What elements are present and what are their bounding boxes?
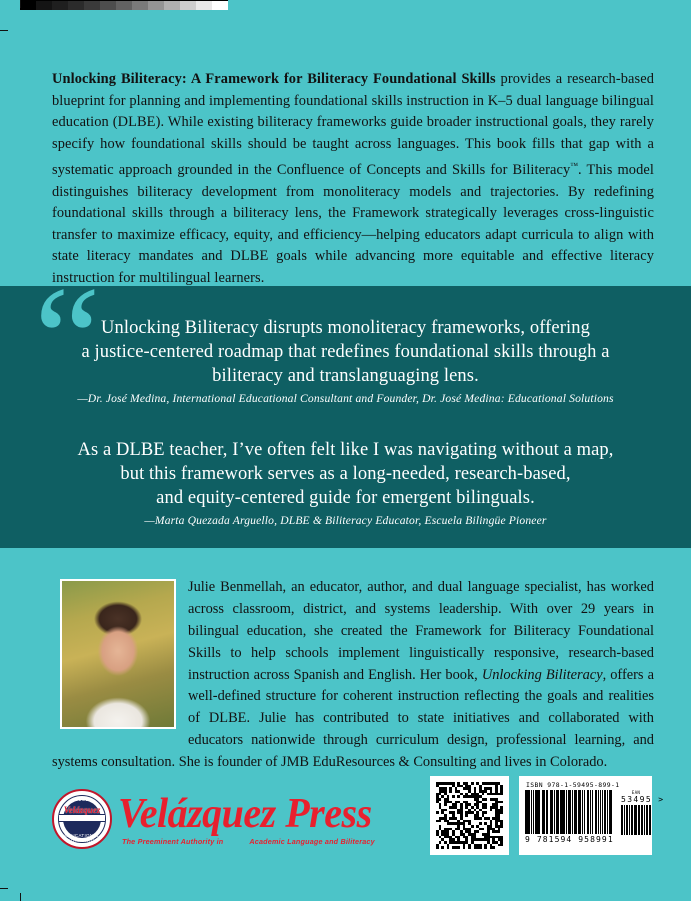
ean13-bars	[525, 790, 613, 834]
calibration-swatch-1	[36, 1, 52, 10]
calibration-swatch-10	[180, 1, 196, 10]
calibration-swatch-6	[116, 1, 132, 10]
calibration-swatch-12	[212, 1, 228, 10]
testimonial-2	[0, 438, 691, 527]
testimonial-2-line-2: but this framework serves as a long-needed, research-based,	[120, 464, 571, 484]
testimonial-2-line-3: and equity-centered guide for emergent bilinguals.	[156, 488, 535, 508]
publisher-tagline	[122, 837, 375, 846]
calibration-swatch-8	[148, 1, 164, 10]
ean13-digits: 9 781594 958991	[525, 835, 614, 844]
book-title-bold: Unlocking Biliteracy: A Framework for Biliteracy Foundational Skills	[52, 71, 496, 88]
registration-tick-left-upper	[0, 30, 8, 31]
publisher-tagline-right: Academic Language and Biliteracy	[249, 837, 375, 846]
registration-tick-top-left	[20, 0, 21, 8]
calibration-swatch-5	[100, 1, 116, 10]
book-description-part-1: provides a research-based blueprint for planning and implementing foundational skills instruction in K–5 dual language bilingual education (DLBE). While existing biliteracy frameworks guide broader instructional goals, they rarely specify how foundational skills should be taught across languages. This book fills that gap with a systematic approach grounded in the Confluence of Concepts and Skills for Biliteracy	[52, 71, 654, 179]
registration-tick-bottom-left	[20, 893, 21, 901]
open-quotation-mark-icon: “	[34, 256, 101, 422]
publisher-tagline-left: The Preeminent Authority in	[122, 837, 224, 846]
book-description-paragraph	[52, 69, 654, 289]
ean13-barcode	[525, 790, 613, 844]
seal-year-label: 1852	[74, 797, 90, 803]
testimonial-2-text	[0, 438, 691, 510]
qr-code-card[interactable]	[430, 776, 509, 855]
trademark-symbol: ™	[570, 161, 579, 171]
registration-tick-left-lower	[0, 888, 8, 889]
close-quotation-mark-icon: “	[598, 476, 665, 642]
qr-code[interactable]	[436, 782, 503, 849]
price-addon-barcode	[621, 790, 665, 835]
author-book-title-italic: Unlocking Biliteracy	[481, 666, 603, 683]
testimonial-1-line-1: Unlocking Biliteracy disrupts monoliteracy frameworks, offering	[101, 318, 590, 338]
author-bio-part-1: Julie Benmellah, an educator, author, and dual language specialist, has worked across classroom, district, and systems leadership. With over 29 years in bilingual education, she created the Framework for Biliteracy Foundational Skills to help schools implement linguistically responsive, research-based instruction across Spanish and English. Her book,	[188, 579, 654, 683]
isbn-barcode-card	[519, 776, 665, 855]
publisher-logo[interactable]	[52, 789, 375, 851]
price-addon-bars	[621, 805, 651, 835]
author-bio-paragraph	[52, 577, 654, 773]
testimonial-2-line-1: As a DLBE teacher, I’ve often felt like I was navigating without a map,	[77, 440, 614, 460]
seal-arc-label: EDUCATIONAL AUTHORITY	[64, 833, 100, 843]
price-addon-top-label: EAN	[631, 790, 641, 795]
isbn-text: ISBN 978-1-59495-899-1	[526, 781, 620, 789]
velazquez-seal-icon	[52, 789, 112, 849]
testimonial-1-line-3: biliteracy and translanguaging lens.	[212, 366, 479, 386]
testimonial-2-attribution: —Marta Quezada Arguello, DLBE & Biliteracy Educator, Escuela Bilingüe Pioneer	[144, 514, 547, 527]
calibration-swatch-3	[68, 1, 84, 10]
calibration-swatch-2	[52, 1, 68, 10]
testimonial-1	[0, 316, 691, 405]
publisher-wordmark: Velázquez Press	[118, 789, 372, 837]
book-description-part-2: . This model distinguishes biliteracy development from monoliteracy models and trajectories. By redefining foundational skills through a biliteracy lens, the Framework strategically leverages cross-linguistic transfer to maximize efficacy, equity, and efficiency—helping educators adapt curricula to align with state literacy mandates and DLBE goals while advancing more equitable and effective literacy instruction for multilingual learners.	[52, 162, 654, 286]
seal-banner-band	[59, 814, 105, 822]
calibration-swatch-9	[164, 1, 180, 10]
seal-brand-label: Velázquez	[63, 805, 101, 815]
testimonial-1-text	[0, 316, 691, 388]
grayscale-calibration-strip	[20, 0, 228, 10]
calibration-swatch-0	[20, 1, 36, 10]
testimonial-1-line-2: a justice-centered roadmap that redefines foundational skills through a	[81, 342, 610, 362]
testimonial-1-attribution: —Dr. José Medina, International Educational Consultant and Founder, Dr. José Medina: Educational Solutions	[77, 392, 614, 405]
calibration-swatch-4	[84, 1, 100, 10]
calibration-swatch-7	[132, 1, 148, 10]
author-bio-part-2: , offers a well-defined structure for coherent instruction reflecting the goals and realities of DLBE. Julie has contributed to state initiatives and collaborated with educators nationwide through curriculum design, professional learning, and systems consultation. She is founder of JMB EduResources & Consulting and lives in Colorado.	[52, 666, 654, 770]
author-portrait-photo	[60, 579, 176, 729]
calibration-swatch-11	[196, 1, 212, 10]
price-addon-digits: 53495 >	[621, 795, 665, 804]
